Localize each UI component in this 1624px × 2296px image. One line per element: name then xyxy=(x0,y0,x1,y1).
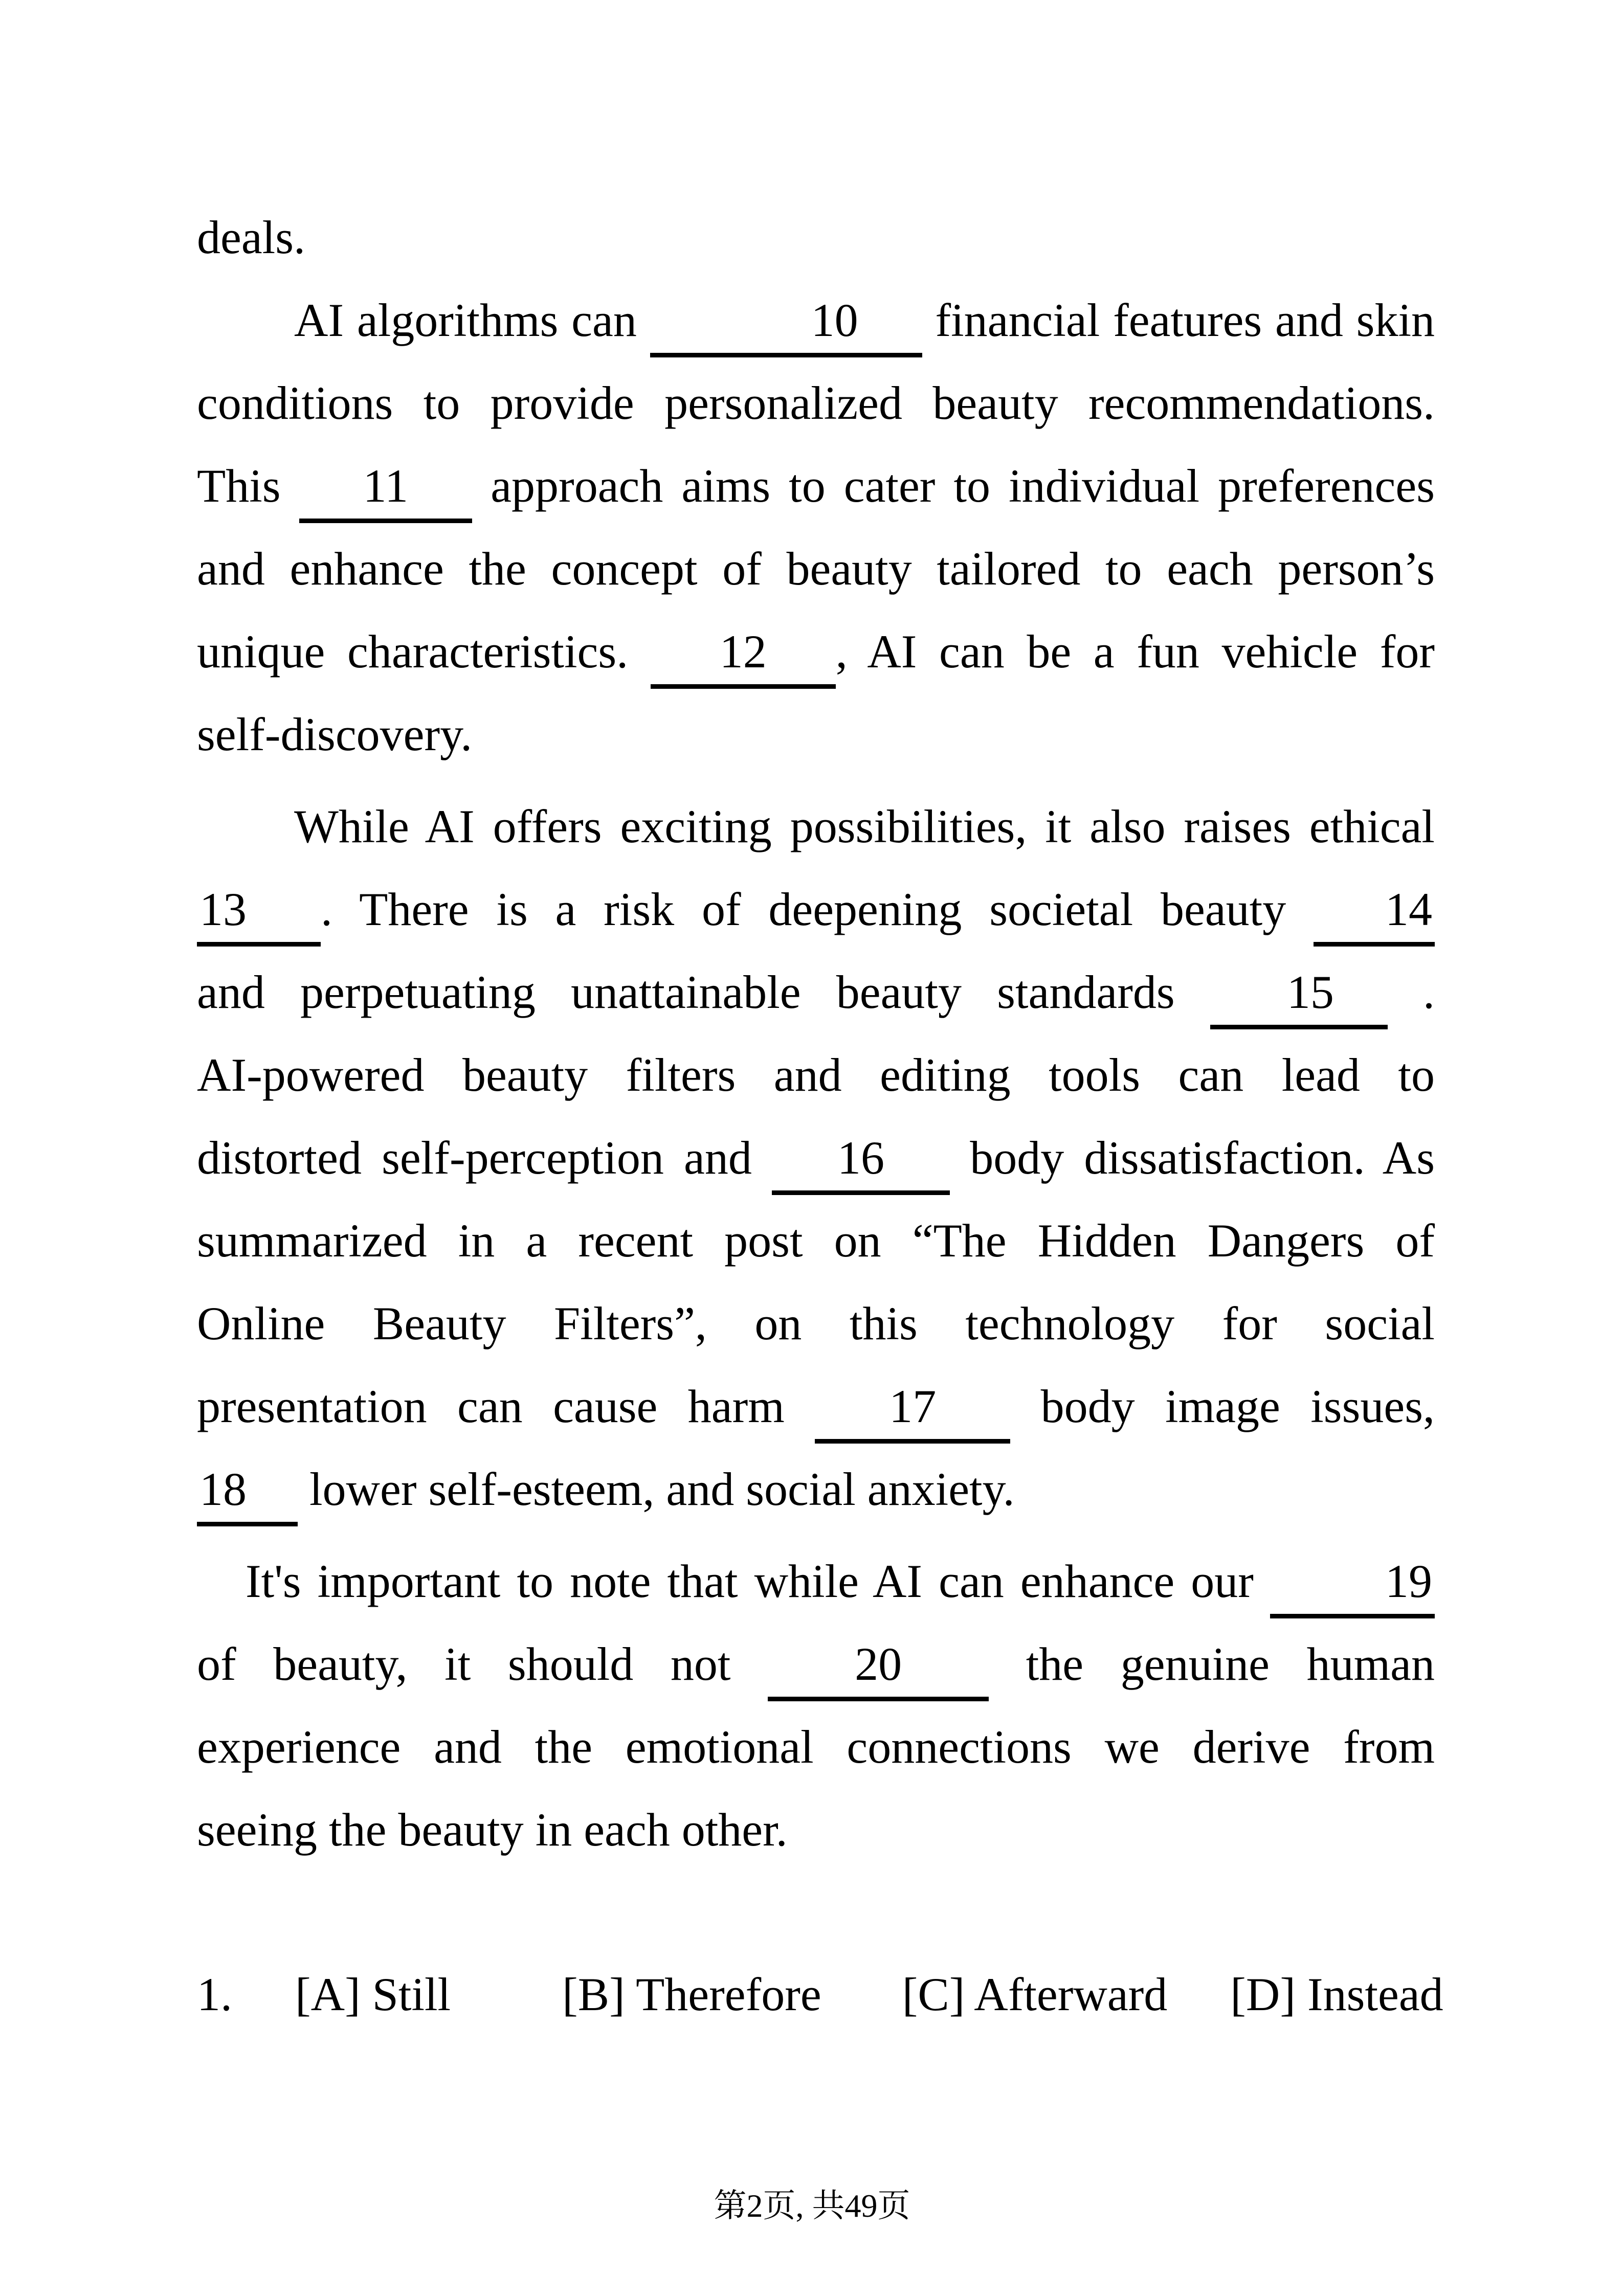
paragraphs-container xyxy=(197,196,1435,1871)
text-segment: body dissatisfaction. As xyxy=(970,1132,1435,1184)
text-segment: presentation can cause harm xyxy=(197,1380,785,1432)
text-line xyxy=(197,1116,1435,1199)
text-segment: financial features and skin xyxy=(935,294,1435,346)
text-line xyxy=(197,1033,1435,1116)
blank-11 xyxy=(299,460,473,523)
blank-number: 17 xyxy=(889,1380,937,1432)
blank-13 xyxy=(197,884,321,947)
blank-number: 14 xyxy=(1385,883,1433,935)
text-line xyxy=(197,362,1435,444)
blank-number: 13 xyxy=(199,883,247,935)
text-line xyxy=(197,1282,1435,1365)
text-line xyxy=(197,279,1435,362)
text-segment: This xyxy=(197,460,281,512)
blank-number: 18 xyxy=(199,1463,247,1515)
option-d: [D] Instead xyxy=(1230,1968,1443,2020)
document-content xyxy=(197,196,1443,2036)
blank-number: 16 xyxy=(837,1132,885,1184)
blank-17 xyxy=(815,1381,1010,1444)
text-line xyxy=(197,444,1435,527)
text-segment: distorted self-perception and xyxy=(197,1132,752,1184)
text-segment: conditions to provide personalized beauty recommendations. xyxy=(197,377,1435,429)
text-line xyxy=(197,610,1435,693)
text-segment: and enhance the concept of beauty tailored to each person’s xyxy=(197,543,1435,595)
text-segment: unique characteristics. xyxy=(197,625,629,678)
blank-20 xyxy=(768,1638,989,1701)
text-segment: deals. xyxy=(197,211,306,263)
text-segment: AI-powered beauty filters and editing tools can lead to xyxy=(197,1049,1435,1101)
blank-19 xyxy=(1270,1556,1435,1618)
blank-12 xyxy=(651,626,836,689)
text-line xyxy=(197,1705,1435,1788)
blank-number: 15 xyxy=(1286,966,1334,1018)
paragraph xyxy=(197,196,1435,279)
text-segment: approach aims to cater to individual preferences xyxy=(491,460,1435,512)
text-line xyxy=(197,1540,1435,1623)
text-line xyxy=(197,693,1435,776)
blank-15 xyxy=(1210,966,1388,1029)
blank-16 xyxy=(772,1132,950,1195)
text-line xyxy=(197,1623,1435,1705)
text-line xyxy=(197,1199,1435,1282)
text-line xyxy=(197,951,1435,1033)
text-segment: It's important to note that while AI can enhance our xyxy=(246,1555,1254,1607)
text-line xyxy=(197,1448,1435,1530)
paragraph xyxy=(197,279,1435,776)
text-segment: . xyxy=(1423,966,1435,1018)
blank-number: 10 xyxy=(811,294,858,346)
text-segment: , AI can be a fun vehicle for xyxy=(835,625,1435,678)
text-segment: summarized in a recent post on “The Hidden Dangers of xyxy=(197,1214,1435,1267)
text-line xyxy=(197,868,1435,951)
option-a: [A] Still xyxy=(295,1968,451,2020)
text-segment: AI algorithms can xyxy=(294,294,637,346)
blank-number: 20 xyxy=(855,1638,902,1690)
text-segment: and perpetuating unattainable beauty standards xyxy=(197,966,1175,1018)
paragraph xyxy=(197,1540,1435,1871)
blank-14 xyxy=(1314,884,1435,947)
paragraph xyxy=(197,785,1435,1530)
page-footer: 第2页, 共49页 xyxy=(714,2188,910,2224)
text-segment: the genuine human xyxy=(1026,1638,1435,1690)
text-segment: of beauty, it should not xyxy=(197,1638,731,1690)
text-line xyxy=(197,1788,1435,1871)
blank-10 xyxy=(650,295,922,357)
text-line xyxy=(197,1365,1435,1448)
text-line xyxy=(197,527,1435,610)
option-c: [C] Afterward xyxy=(902,1968,1168,2020)
text-segment: self-discovery. xyxy=(197,708,473,760)
text-segment: . There is a risk of deepening societal beauty xyxy=(321,883,1286,935)
text-segment: Online Beauty Filters”, on this technology for social xyxy=(197,1297,1435,1349)
text-line xyxy=(197,196,1435,279)
option-b: [B] Therefore xyxy=(562,1968,821,2020)
blank-number: 19 xyxy=(1385,1555,1433,1607)
question-row xyxy=(197,1953,1443,2036)
text-segment: body image issues, xyxy=(1040,1380,1435,1432)
text-segment: seeing the beauty in each other. xyxy=(197,1804,788,1856)
text-segment: While AI offers exciting possibilities, it also raises ethical xyxy=(294,800,1435,852)
text-segment: experience and the emotional connections we derive from xyxy=(197,1721,1435,1773)
blank-18 xyxy=(197,1464,298,1526)
text-segment: lower self-esteem, and social anxiety. xyxy=(309,1463,1015,1515)
question-number: 1. xyxy=(197,1968,232,2020)
blank-number: 12 xyxy=(719,625,767,678)
text-line xyxy=(197,785,1435,868)
blank-number: 11 xyxy=(363,460,409,512)
